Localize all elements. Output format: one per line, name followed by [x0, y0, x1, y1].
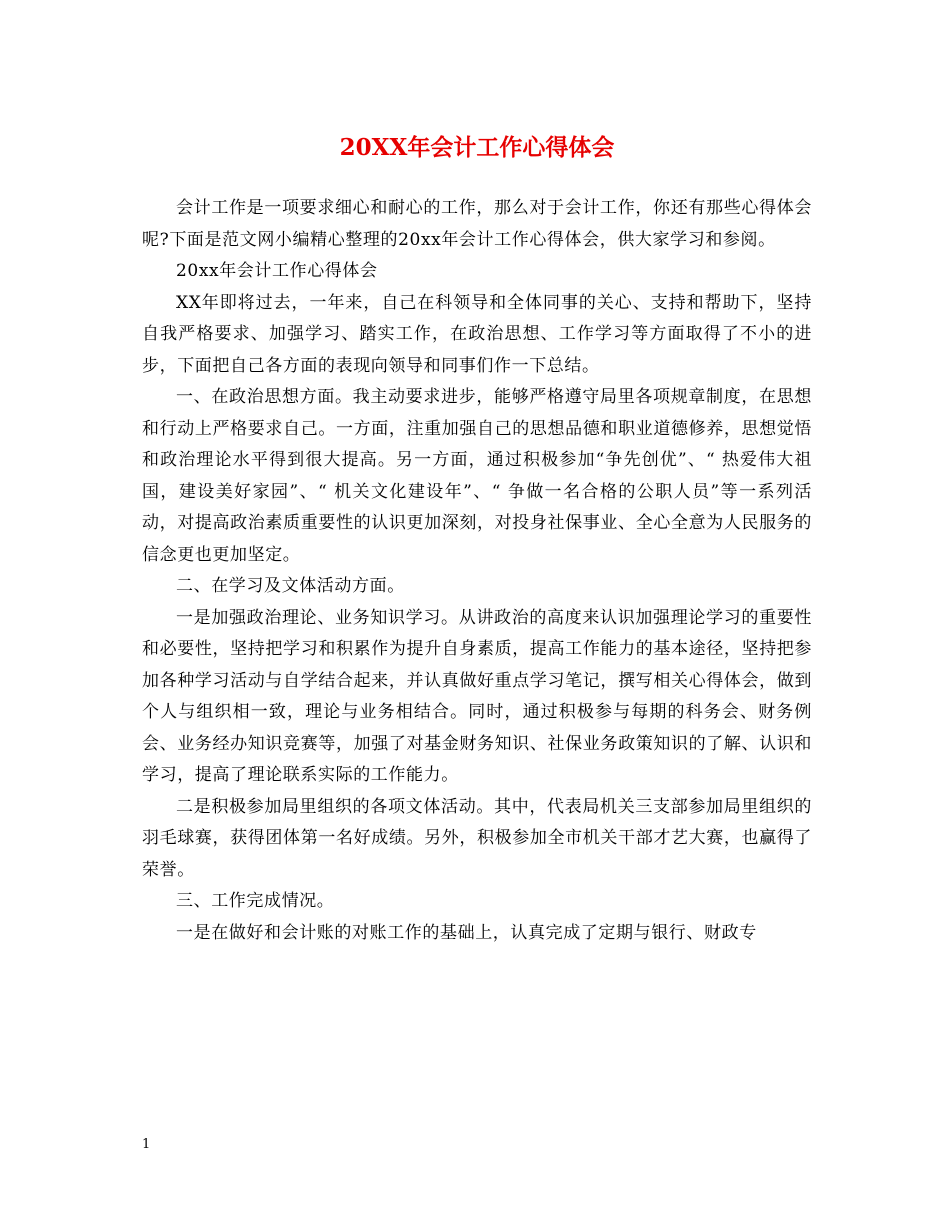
page-number: 1	[142, 1137, 151, 1152]
work-completion-heading: 三、工作完成情况。	[176, 891, 335, 911]
study-paragraph: 一是加强政治理论、业务知识学习。从讲政治的高度来认识加强理论学习的重要性和必要性，坚持把学习和积累作为提升自身素质，提高工作能力的基本途径，坚持把参加各种学习活动与自学结合起来，并认真做好重点学习笔记，撰写相关心得体会，做到个人与组织相一致，理论与业务相结合。同时，通过积极参与每期的科务会、财务例会、业务经办知识竞赛等，加强了对基金财务知识、社保业务政策知识的了解、认识和学习，提高了理论联系实际的工作能力。	[142, 607, 812, 785]
political-thought-paragraph: 一、在政治思想方面。我主动要求进步，能够严格遵守局里各项规章制度，在思想和行动上严格要求自己。一方面，注重加强自己的思想品德和职业道德修养，思想觉悟和政治理论水平得到很大提高。另一方面，通过积极参加“争先创优”、“ 热爱伟大祖国，建设美好家园”、“ 机关文化建设年”、“ 争做一名合格的公职人员”等一系列活动，对提高政治素质重要性的认识更加深刻，对投身社保事业、全心全意为人民服务的信念更也更加坚定。	[142, 387, 812, 565]
summary-paragraph: XX年即将过去，一年来，自己在科领导和全体同事的关心、支持和帮助下，坚持自我严格要求、加强学习、踏实工作，在政治思想、工作学习等方面取得了不小的进步，下面把自己各方面的表现向领导和同事们作一下总结。	[142, 292, 812, 376]
document-body	[142, 193, 812, 949]
section-heading: 20xx年会计工作心得体会	[176, 261, 378, 281]
study-activities-heading: 二、在学习及文体活动方面。	[176, 576, 405, 596]
document-title: 20XX年会计工作心得体会	[339, 134, 615, 161]
intro-paragraph: 会计工作是一项要求细心和耐心的工作，那么对于会计工作，你还有那些心得体会呢?下面是范文网小编精心整理的20xx年会计工作心得体会，供大家学习和参阅。	[142, 198, 812, 250]
activities-paragraph: 二是积极参加局里组织的各项文体活动。其中，代表局机关三支部参加局里组织的羽毛球赛，获得团体第一名好成绩。另外，积极参加全市机关干部才艺大赛，也赢得了荣誉。	[142, 796, 812, 880]
reconciliation-paragraph: 一是在做好和会计账的对账工作的基础上，认真完成了定期与银行、财政专	[176, 922, 757, 943]
